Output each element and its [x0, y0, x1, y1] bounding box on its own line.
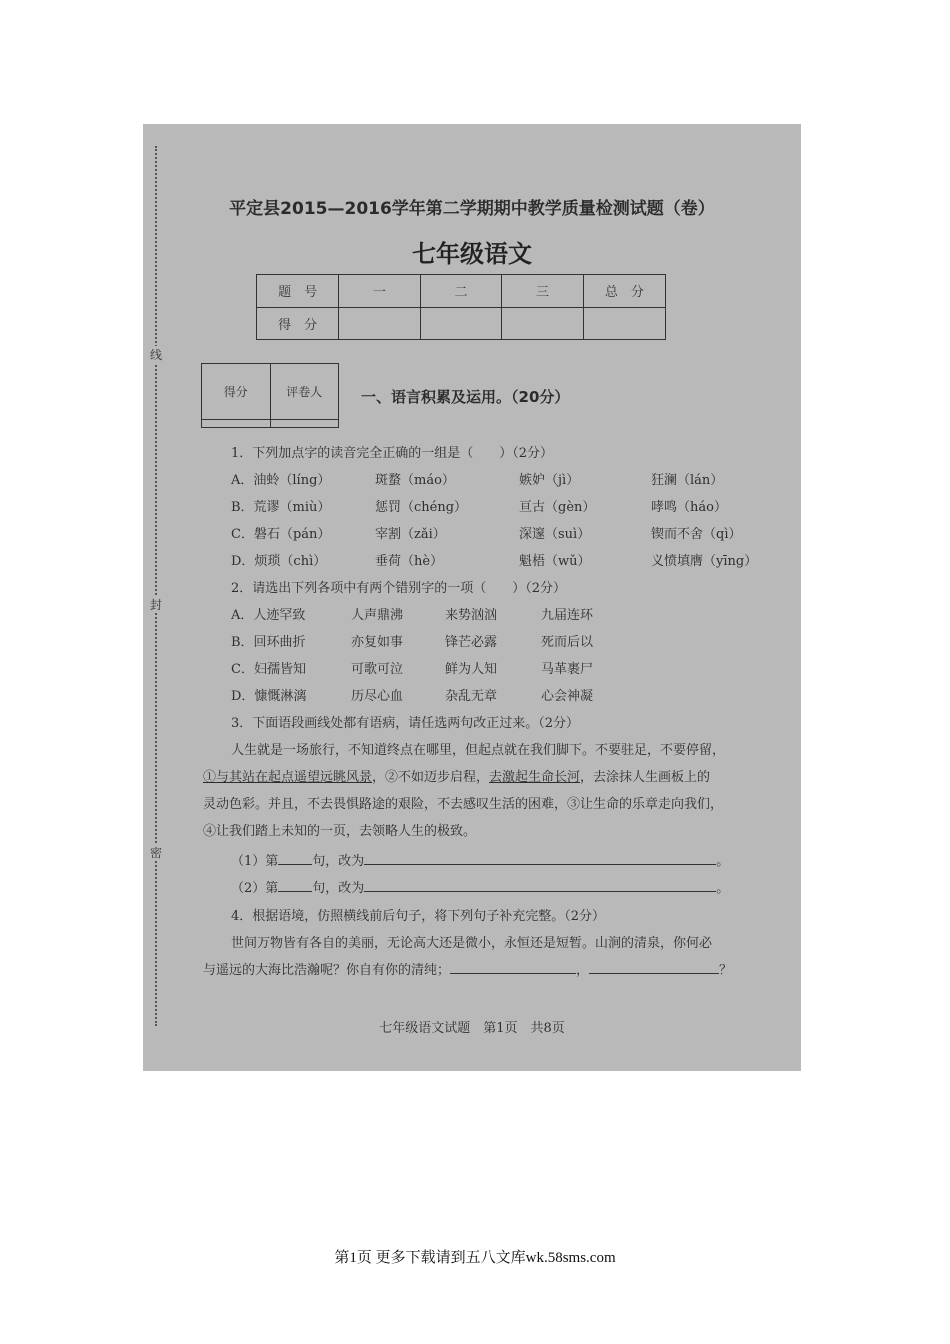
score-table	[256, 274, 666, 340]
q2-option-b3: 锋芒必露	[445, 635, 498, 650]
q1-option-b3: 亘古（gèn）	[519, 500, 596, 515]
score-cell	[502, 307, 584, 340]
q2-option-c3: 鲜为人知	[445, 662, 498, 677]
score-cell: 题 号	[257, 275, 339, 308]
subject-title: 七年级语文	[412, 240, 532, 268]
q2-option-b1: B．回环曲折	[231, 635, 306, 650]
q1-option-b1: B．荒谬（miù）	[231, 500, 331, 515]
q4-paragraph-line2: 与遥远的大海比浩瀚呢？你自有你的清纯； ， ？	[203, 963, 733, 978]
q3-paragraph-line2: ①与其站在起点遥望远眺风景，②不如迈步启程，去激起生命长河，去涂抹人生画板上的	[203, 770, 711, 785]
score-cell	[583, 307, 665, 340]
q3-answer-1: （1）第 句，改为 。	[231, 854, 730, 869]
q1-option-c2: 宰割（zǎi）	[375, 527, 446, 542]
binding-dotted-line	[155, 146, 157, 1026]
q2-option-a1: A．人迹罕致	[231, 608, 306, 623]
q3-answer-2-fix-blank[interactable]	[364, 879, 716, 892]
score-cell	[339, 307, 421, 340]
binding-mark-seal: 封	[147, 596, 165, 613]
score-cell: 一	[339, 275, 421, 308]
q2-option-c1: C．妇孺皆知	[231, 662, 306, 677]
q1-option-c3: 深邃（suì）	[519, 527, 591, 542]
q3-paragraph-line1: 人生就是一场旅行，不知道终点在哪里，但起点就在我们脚下。不要驻足，不要停留，	[231, 743, 726, 758]
q1-option-d1: D．烦琐（chì）	[231, 554, 327, 569]
q3-answer-1-fix-blank[interactable]	[364, 852, 716, 865]
q3-underlined-2: 去激起生命长河	[489, 770, 581, 785]
q1-option-b2: 惩罚（chéng）	[375, 500, 468, 515]
q2-option-b2: 亦复如事	[351, 635, 404, 650]
score-table-score-row	[257, 307, 666, 340]
q3-paragraph-line3: 灵动色彩。并且，不去畏惧路途的艰险，不去感叹生活的困难，③让生命的乐章走向我们，	[203, 797, 724, 812]
document-footer: 第1页 更多下载请到五八文库wk.58sms.com	[334, 1250, 616, 1266]
q3-answer-2-number-blank[interactable]	[278, 879, 312, 892]
q2-option-b4: 死而后以	[541, 635, 594, 650]
grader-name-box	[270, 419, 339, 427]
q1-option-c1: C．磐石（pán）	[231, 527, 331, 542]
q4-answer-blank-1[interactable]	[450, 961, 576, 974]
exam-title: 平定县2015—2016学年第二学期期中教学质量检测试题（卷）	[229, 199, 715, 219]
q2-option-a4: 九届连环	[541, 608, 594, 623]
q2-option-d3: 杂乱无章	[445, 689, 498, 704]
q2-option-a2: 人声鼎沸	[351, 608, 404, 623]
q2-option-d4: 心会神凝	[541, 689, 594, 704]
score-cell: 三	[502, 275, 584, 308]
q3-stem: 3．下面语段画线处都有语病，请任选两句改正过来。（2分）	[231, 716, 580, 731]
q1-option-c4: 锲而不舍（qì）	[651, 527, 742, 542]
q1-option-a1: A．油蛉（líng）	[231, 473, 331, 488]
q2-option-a3: 来势汹汹	[445, 608, 498, 623]
q3-paragraph-line4: ④让我们踏上未知的一页，去领略人生的极致。	[203, 824, 477, 839]
q1-option-d3: 魁梧（wǔ）	[519, 554, 591, 569]
score-cell: 总 分	[583, 275, 665, 308]
q1-option-a2: 斑蝥（máo）	[375, 473, 455, 488]
q1-option-d4: 义愤填膺（yīng）	[651, 554, 758, 569]
q4-stem: 4．根据语境，仿照横线前后句子，将下列句子补充完整。（2分）	[231, 909, 606, 924]
q4-paragraph-line1: 世间万物皆有各自的美丽，无论高大还是微小，永恒还是短暂。山涧的清泉，你何必	[231, 936, 713, 951]
score-cell: 二	[420, 275, 502, 308]
score-cell	[420, 307, 502, 340]
q1-option-a3: 嫉妒（jì）	[519, 473, 580, 488]
score-cell: 得 分	[257, 307, 339, 340]
q4-answer-blank-2[interactable]	[589, 961, 719, 974]
q2-option-c4: 马革裹尸	[541, 662, 594, 677]
grader-score-box	[202, 419, 271, 427]
score-table-header-row	[257, 275, 666, 308]
q3-answer-1-number-blank[interactable]	[278, 852, 312, 865]
q3-underlined-1: ①与其站在起点遥望远眺风景	[203, 770, 373, 785]
scanned-exam-page	[143, 124, 801, 1071]
grader-score-label: 得分	[202, 364, 271, 420]
q2-option-c2: 可歌可泣	[351, 662, 404, 677]
q2-stem: 2．请选出下列各项中有两个错别字的一项（ ）（2分）	[231, 581, 567, 596]
grader-name-label: 评卷人	[270, 364, 339, 420]
grader-table	[201, 363, 339, 428]
q1-option-a4: 狂澜（lán）	[651, 473, 724, 488]
q2-option-d1: D．慷慨淋漓	[231, 689, 307, 704]
section-1-title: 一、语言积累及运用。（20分）	[361, 388, 570, 406]
scan-page-footer: 七年级语文试题 第1页 共8页	[379, 1021, 565, 1036]
q2-option-d2: 历尽心血	[351, 689, 404, 704]
q3-answer-2: （2）第 句，改为 。	[231, 881, 730, 896]
q1-stem: 1．下列加点字的读音完全正确的一组是（ ）（2分）	[231, 446, 554, 461]
binding-mark-line: 线	[147, 346, 165, 363]
binding-mark-secret: 密	[147, 844, 165, 861]
q1-option-b4: 哮鸣（háo）	[651, 500, 727, 515]
q1-option-d2: 垂荷（hè）	[375, 554, 444, 569]
